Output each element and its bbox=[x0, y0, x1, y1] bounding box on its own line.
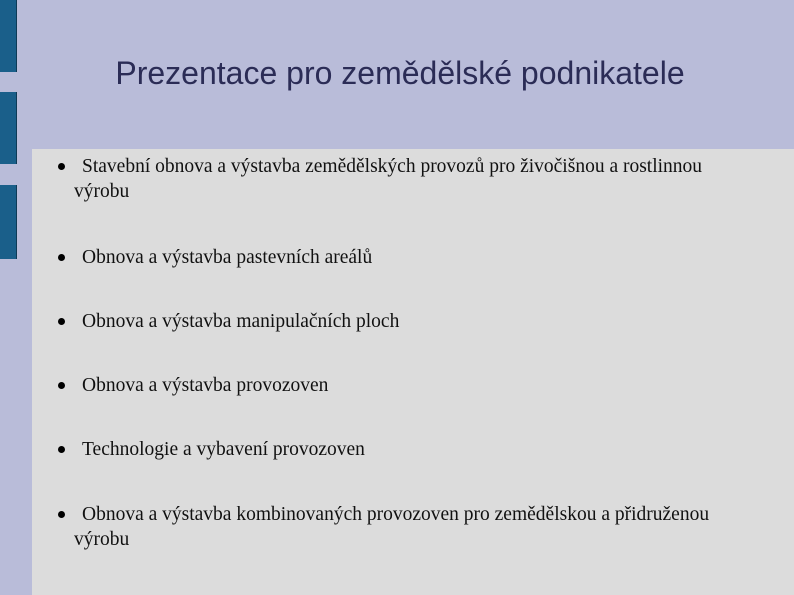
bullet-text: Technologie a vybavení provozoven bbox=[82, 439, 365, 460]
bullet-text: Obnova a výstavba provozoven bbox=[82, 375, 329, 396]
bullet-icon bbox=[58, 511, 65, 518]
bullet-text: Obnova a výstavba manipulačních ploch bbox=[82, 311, 400, 332]
bullet-text: Obnova a výstavba pastevních areálů bbox=[82, 247, 373, 268]
bullet-icon bbox=[58, 318, 65, 325]
bullet-icon bbox=[58, 254, 65, 261]
slide-title: Prezentace pro zemědělské podnikatele bbox=[115, 55, 685, 91]
list-item bbox=[74, 245, 724, 270]
decorative-side-bar bbox=[0, 92, 17, 164]
list-item bbox=[74, 154, 724, 204]
slide-content-panel bbox=[32, 149, 794, 595]
decorative-side-bar bbox=[0, 0, 17, 72]
list-item bbox=[74, 309, 724, 334]
bullet-text: Stavební obnova a výstavba zemědělských provozů pro živočišnou a rostlinnou výrobu bbox=[74, 156, 703, 202]
bullet-icon bbox=[58, 382, 65, 389]
bullet-icon bbox=[58, 446, 65, 453]
decorative-side-bar bbox=[0, 185, 17, 259]
list-item bbox=[74, 502, 724, 552]
bullet-text: Obnova a výstavba kombinovaných provozoven pro zemědělskou a přidruženou výrobu bbox=[74, 504, 710, 550]
bullet-icon bbox=[58, 163, 65, 170]
list-item bbox=[74, 437, 724, 462]
list-item bbox=[74, 373, 724, 398]
